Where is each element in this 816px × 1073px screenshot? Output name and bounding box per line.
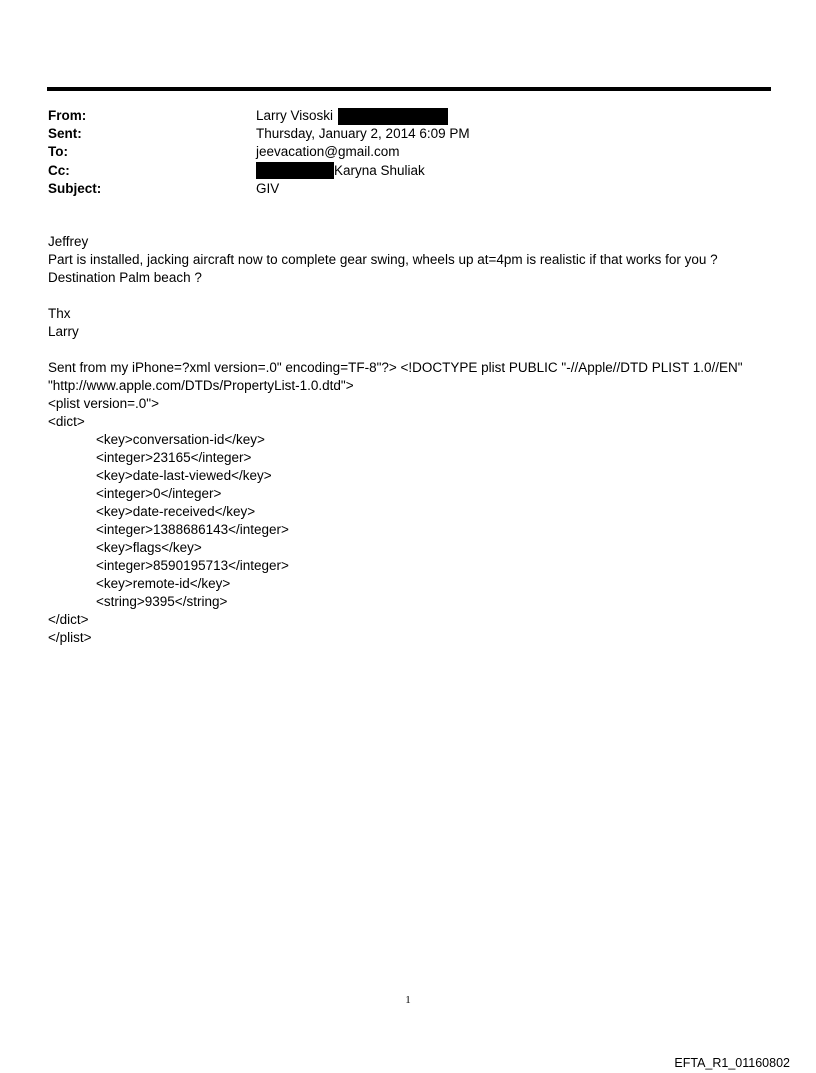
to-row	[48, 143, 748, 161]
email-body	[48, 233, 768, 647]
subject-value: GIV	[256, 180, 280, 196]
cc-value: Karyna Shuliak	[334, 162, 425, 178]
page-number: 1	[405, 994, 411, 1006]
to-value: jeevacation@gmail.com	[256, 144, 400, 160]
to-label: To:	[48, 144, 68, 160]
dict-line: <key>date-last-viewed</key>	[96, 468, 272, 483]
email-header	[48, 107, 748, 198]
subject-row	[48, 180, 748, 198]
dict-line: <key>remote-id</key>	[96, 576, 231, 591]
dict-line: <integer>23165</integer>	[96, 450, 252, 465]
dict-line: <key>date-received</key>	[96, 504, 256, 519]
greeting: Jeffrey	[48, 234, 89, 249]
redaction-block	[256, 162, 334, 179]
message-line: Destination Palm beach ?	[48, 270, 202, 285]
dict-line: <key>conversation-id</key>	[96, 432, 265, 447]
sent-from-line: Sent from my iPhone=?xml version=.0" encoding=TF-8"?> <!DOCTYPE plist PUBLIC "-//Apple//DTD PLIST 1.0//EN"	[48, 360, 743, 375]
signature: Larry	[48, 324, 79, 339]
dict-close: </dict>	[48, 612, 89, 627]
redaction-block	[338, 108, 448, 125]
dict-line: <key>flags</key>	[96, 540, 202, 555]
cc-label: Cc:	[48, 162, 70, 178]
dict-line: <string>9395</string>	[96, 594, 228, 609]
from-value: Larry Visoski	[256, 108, 334, 123]
sent-row	[48, 125, 748, 143]
sent-label: Sent:	[48, 126, 82, 142]
dict-line: <integer>1388686143</integer>	[96, 522, 289, 537]
from-label: From:	[48, 108, 87, 123]
signoff: Thx	[48, 306, 71, 321]
subject-label: Subject:	[48, 180, 102, 196]
dict-line: <integer>0</integer>	[96, 486, 222, 501]
dict-open: <dict>	[48, 414, 85, 429]
document-id: EFTA_R1_01160802	[674, 1056, 790, 1070]
message-line: Part is installed, jacking aircraft now to complete gear swing, wheels up at=4pm is realistic if that works for you ?	[48, 252, 718, 267]
dict-line: <integer>8590195713</integer>	[96, 558, 289, 573]
plist-close: </plist>	[48, 630, 92, 645]
cc-row	[48, 162, 748, 180]
sent-value: Thursday, January 2, 2014 6:09 PM	[256, 126, 470, 142]
plist-open: <plist version=.0">	[48, 396, 159, 411]
header-divider	[47, 87, 771, 91]
from-row	[48, 107, 748, 125]
sent-from-line: "http://www.apple.com/DTDs/PropertyList-1.0.dtd">	[48, 378, 354, 393]
